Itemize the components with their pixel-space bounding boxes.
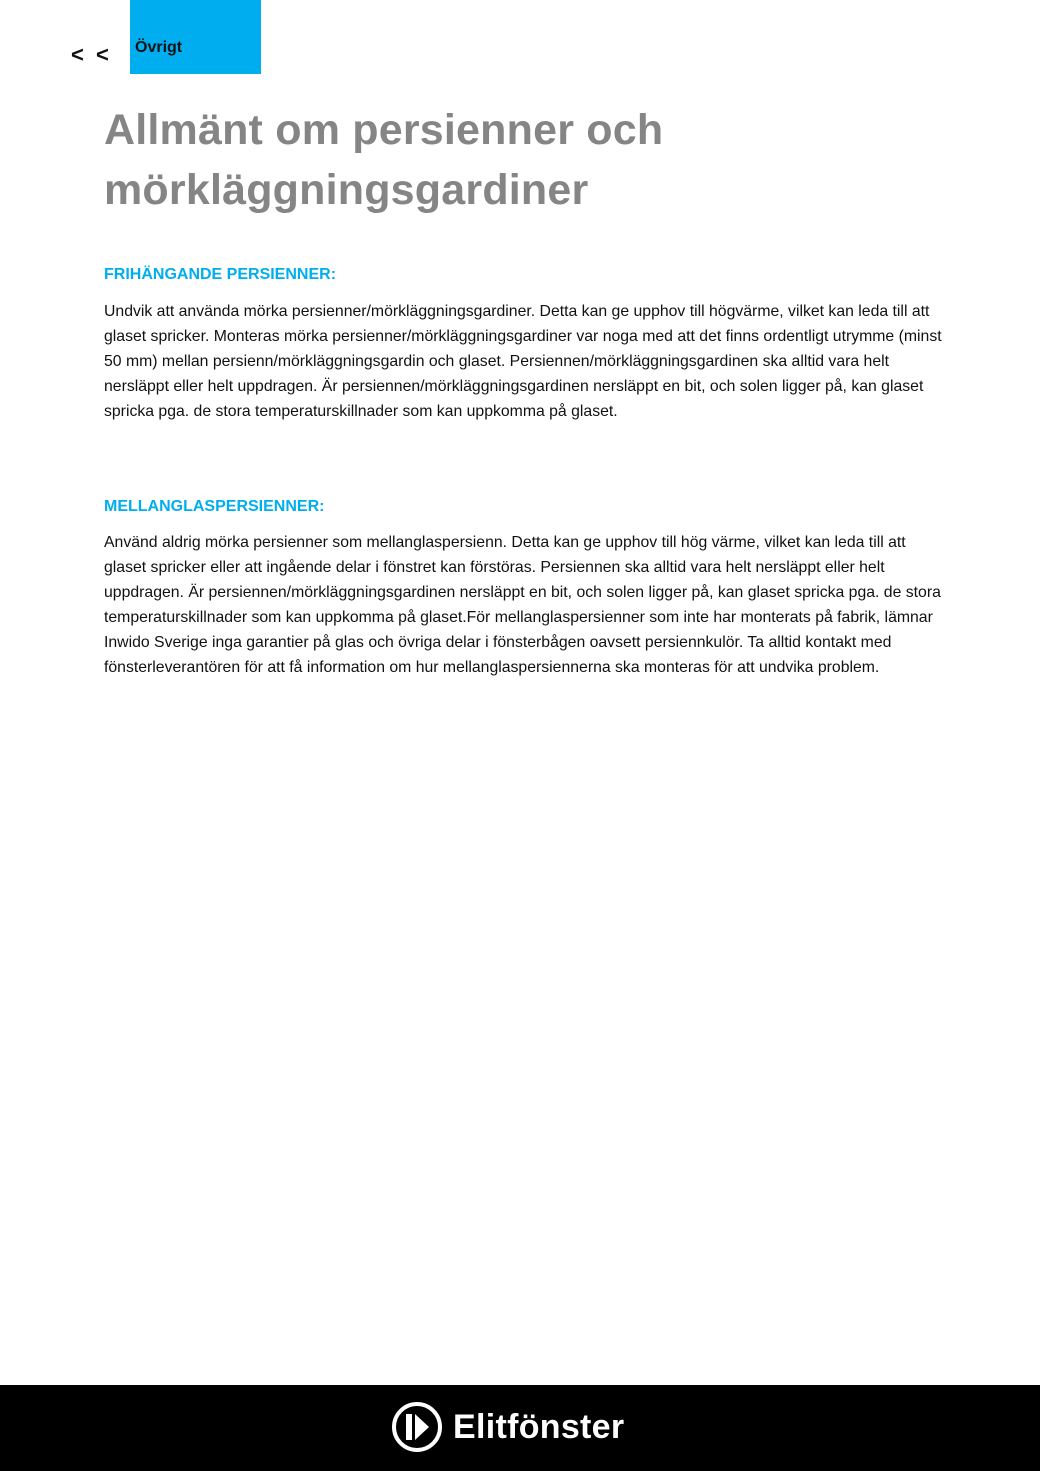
brand-logo: [392, 1400, 624, 1454]
section-heading-mellanglas: MELLANGLASPERSIENNER:: [104, 498, 325, 515]
section-body-frihangande: Undvik att använda mörka persienner/mörkläggningsgardiner. Detta kan ge upphov till högvärme, vilket kan leda till att glaset spricker. Monteras mörka persienner/mörkläggningsgardiner var noga med att det finns ordentligt utrymme (minst 50 mm) mellan persienn/mörkläggningsgardin och glaset. Persiennen/mörkläggningsgardinen ska alltid vara helt nersläppt eller helt uppdragen. Är persiennen/mörkläggningsgardinen nersläppt en bit, och solen ligger på, kan glaset spricka pga. de stora temperaturskillnader som kan uppkomma på glaset.: [104, 303, 942, 420]
section-tab-ovrigt[interactable]: [130, 0, 261, 74]
page-title: Allmänt om persienner och mörkläggningsgardiner: [104, 106, 664, 214]
section-heading-frihangande: FRIHÄNGANDE PERSIENNER:: [104, 266, 337, 283]
brand-name: Elitfönster: [453, 1408, 625, 1446]
back-link[interactable]: < <: [71, 42, 112, 67]
section-body-mellanglas: Använd aldrig mörka persienner som mellanglaspersienn. Detta kan ge upphov till hög värme, vilket kan leda till att glaset spricker eller att ingående delar i fönstret kan förstöras. Persiennen ska alltid vara helt nersläppt eller helt uppdragen. Är persiennen/mörkläggningsgardinen nersläppt en bit, och solen ligger på, kan glaset spricka pga. de stora temperaturskillnader som kan uppkomma på glaset.För mellanglaspersienner som inte har monterats på fabrik, lämnar Inwido Sverige inga garantier på glas och övriga delar i fönsterbågen oavsett persiennkulör. Ta alltid kontakt med fönsterleverantören för att få information om hur mellanglaspersiennerna ska monteras för att undvika problem.: [104, 534, 941, 676]
elitfonster-logo-icon: [392, 1402, 442, 1452]
section-tab-label: Övrigt: [135, 39, 183, 56]
